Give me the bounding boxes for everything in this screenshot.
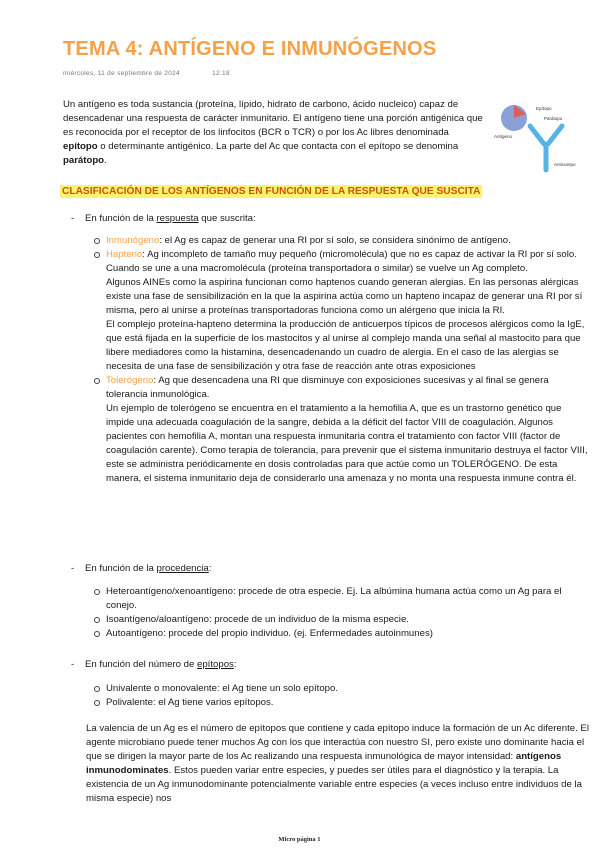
group2-post: : [208, 563, 212, 574]
diagram-label-antigen: Antígeno [494, 134, 513, 139]
page-meta [63, 70, 230, 77]
closing-text-2: . Estos pueden variar entre especies, y puedes ser útiles para el diagnóstico y la terapia. La existencia de un Ag inmunodominante potencialmente variable entre especies (a veces incluso entre individuos de la misma especie) nos [86, 765, 582, 804]
group2-underline: procedencia [156, 563, 209, 574]
closing-term: antígenos inmunodominates [86, 751, 562, 776]
intro-term-paratope: parátopo [63, 155, 105, 166]
page-footer: Micro página 1 [278, 836, 321, 843]
hapteno-paragraph-2: Algunos AINEs como la aspirina funcionan como haptenos cuando generan alergias. En las personas alérgicas existe una fase de sensibilización en la que la aspirina actúa como un hapteno incapaz de generar una RI por sí misma, pero al unirse a proteínas transportadoras funciona como un alérgeno que inicia la RI. [106, 277, 583, 316]
diagram-label-paratope: Parátopo [544, 116, 563, 121]
list-item [92, 248, 592, 374]
antigen-antibody-diagram [492, 96, 592, 186]
intro-text-1: Un antígeno es toda sustancia (proteína, lípido, hidrato de carbono, ácido nucleico) capaz de desencadenar una respuesta de carácter inmunitario. El antígeno tiene una porción antigénica que es reconocida por el receptor de los linfocitos (BCR o TCR) o por los Ac libres denominada [63, 99, 483, 138]
group-respuesta-list [92, 234, 592, 486]
intro-text-3: . [104, 155, 107, 166]
group3-underline: epítopos [197, 659, 234, 670]
group3-pre: En función del número de [85, 659, 198, 670]
group3-post: : [233, 659, 237, 670]
intro-text-2: o determinante antigénico. La parte del Ac que contacta con el epítopo se denomina [97, 141, 459, 152]
group2-pre: En función de la [85, 563, 157, 574]
tolerogeno-paragraph-2: Un ejemplo de tolerógeno se encuentra en el tratamiento a la hemofilia A, que es un trastorno genético que impide una adecuada coagulación de la sangre, debida a la déficit del factor VIII de coagulación. Algunos pacientes con hemofilia A, montan una respuesta inmunitaria contra el tratamiento con factor VIII (factor de coagulación carente). Como terapia de tolerancia, para prevenir que el sistema inmunitario destruya el factor VIII, este se administra periódicamente en dosis controladas para que actúe como un TOLERÓGENO. De esta manera, el sistema inmunitario deja de considerarlo una amenaza y no monta una respuesta inmune contra él. [106, 403, 588, 484]
group-procedencia-list [92, 585, 592, 641]
page-date: miércoles, 11 de septiembre de 2024 [63, 70, 180, 77]
list-item: Isoantígeno/aloantígeno: procede de un individuo de la misma especie. [92, 613, 592, 627]
list-item [92, 234, 592, 248]
group1-underline: respuesta [156, 213, 199, 224]
group-epitopos-heading [71, 658, 237, 672]
group-epitopos-list [92, 682, 592, 710]
text-inmunogeno: : el Ag es capaz de generar una RI por sí solo, se considera sinónimo de antígeno. [159, 235, 511, 246]
list-item: Autoantígeno: procede del propio individuo. (ej. Enfermedades autoinmunes) [92, 627, 592, 641]
text-hapteno: : Ag incompleto de tamaño muy pequeño (micromolécula) que no es capaz de activar la RI por sí solo. Cuando se une a una macromolécula (proteína transportadora o similar) se vuelve un Ag completo. [106, 249, 577, 274]
group1-pre: En función de la [85, 213, 157, 224]
closing-paragraph [86, 722, 592, 806]
text-tolerogeno: : Ag que desencadena una RI que disminuye con exposiciones sucesivas y al final se genera tolerancia inmunológica. [106, 375, 549, 400]
page-time: 12:18 [212, 70, 230, 77]
intro-paragraph [63, 98, 483, 168]
term-hapteno: Hapteno [106, 249, 143, 260]
list-item: Heteroantígeno/xenoantígeno: procede de otra especie. Ej. La albúmina humana actúa como un Ag para el conejo. [92, 585, 592, 613]
diagram-label-epitope: Epítopo [536, 106, 552, 111]
list-item: Univalente o monovalente: el Ag tiene un solo epítopo. [92, 682, 592, 696]
intro-term-epitope: epítopo [63, 141, 98, 152]
group-procedencia-heading [71, 562, 211, 576]
diagram-label-antibody: Anticuerpo [554, 162, 576, 167]
hapteno-paragraph-3: El complejo proteína-hapteno determina la producción de anticuerpos típicos de procesos alérgicos como la IgE, que está fijada en la superficie de los mastocitos y al unirse al complejo manda una señal al mastocito para que libere mediadores como la histamina, desencadenando un cuadro de alergia. En el caso de las alergias se necesita de una fase de sensibilización y otra fase de reacción ante otras exposiciones [106, 319, 585, 372]
closing-text-1: La valencia de un Ag es el número de epítopos que contiene y cada epítopo induce la formación de un Ac diferente. El agente microbiano puede tener muchos Ag con los que interactúa con nuestro SI, pero existe uno dominante hacia el que se dirigen la mayor parte de los Ac realizando una respuesta inmunológica de mayor intensidad: [86, 723, 589, 762]
group1-post: que suscrita: [198, 213, 256, 224]
term-inmunogeno: Inmunógeno [106, 235, 160, 246]
group-respuesta-heading [71, 212, 256, 226]
list-item [92, 374, 592, 486]
list-item: Polivalente: el Ag tiene varios epítopos. [92, 696, 592, 710]
page-title: TEMA 4: ANTÍGENO E INMUNÓGENOS [63, 38, 437, 60]
term-tolerogeno: Tolerógeno [106, 375, 154, 386]
section-heading: CLASIFICACIÓN DE LOS ANTÍGENOS EN FUNCIÓN DE LA RESPUESTA QUE SUSCITA [62, 186, 481, 197]
